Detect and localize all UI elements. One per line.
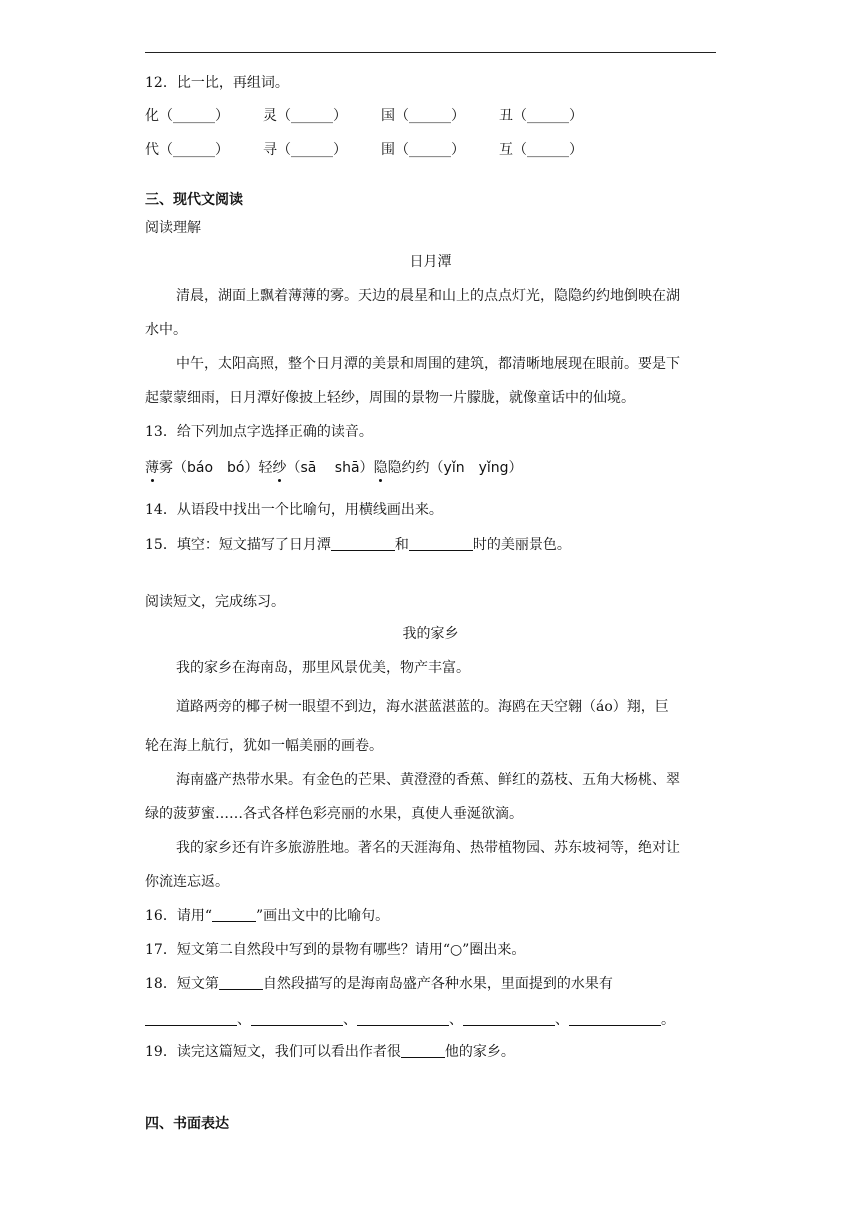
header-rule: [145, 52, 716, 53]
q15-text: 时的美丽景色。: [472, 537, 571, 553]
dotted-char: 隐: [373, 460, 388, 476]
q18-fruit-blanks: [145, 1010, 675, 1030]
q15: [145, 535, 571, 555]
q13-text: 雾（báo bó）: [159, 460, 259, 476]
q18-text: 自然段描写的是海南岛盛产各种水果，里面提到的水果有: [262, 976, 613, 992]
q12-item: 化（______）: [145, 108, 229, 124]
passage-1-text: 起蒙蒙细雨，日月潭好像披上轻纱，周围的景物一片朦胧，就像童话中的仙境。: [145, 390, 635, 406]
q18-text: 18．短文第: [145, 976, 219, 992]
separator: 、: [237, 1012, 251, 1028]
separator: 、: [449, 1012, 463, 1028]
passage-2-text: 我的家乡在海南岛，那里风景优美，物产丰富。: [176, 660, 470, 676]
section-3-title: 三、现代文阅读: [145, 192, 243, 208]
q13-text: （sā shā）: [286, 460, 374, 476]
q16: [145, 906, 389, 926]
underline-sample: [212, 907, 256, 922]
q13-text: 轻: [258, 460, 273, 476]
q12-item: 国（______）: [381, 108, 465, 124]
answer-blank[interactable]: [251, 1011, 343, 1026]
answer-blank[interactable]: [331, 536, 395, 551]
passage-2-text: 绿的菠萝蜜……各式各样色彩亮丽的水果，真使人垂涎欲滴。: [145, 806, 523, 822]
q12-item: 灵（______）: [263, 108, 347, 124]
section-4-title: 四、书面表达: [145, 1116, 229, 1132]
q18: [145, 974, 613, 994]
q19-text: 他的家乡。: [444, 1044, 515, 1060]
q12-item: 寻（______）: [263, 142, 347, 158]
passage-1-text: 中午，太阳高照，整个日月潭的美景和周围的建筑，都清晰地展现在眼前。要是下: [176, 356, 680, 372]
separator: 、: [343, 1012, 357, 1028]
q13-text: 隐约约（yǐn yǐng）: [387, 460, 523, 476]
q12-item: 互（______）: [499, 142, 583, 158]
q12-item: 围（______）: [381, 142, 465, 158]
passage-1-title: 日月潭: [409, 254, 452, 270]
passage-1-text: 水中。: [145, 322, 187, 338]
passage-1-text: 清晨，湖面上飘着薄薄的雾。天边的晨星和山上的点点灯光，隐隐约约地倒映在湖: [176, 288, 680, 304]
answer-blank[interactable]: [401, 1043, 445, 1058]
q12-row-1: [145, 106, 617, 126]
answer-blank[interactable]: [409, 536, 473, 551]
dotted-char: 纱: [272, 460, 287, 476]
q17: 17．短文第二自然段中写到的景物有哪些？请用“○”圈出来。: [145, 942, 526, 958]
answer-blank[interactable]: [219, 975, 263, 990]
q12-row-2: [145, 140, 617, 160]
passage-2-title: 我的家乡: [402, 626, 459, 642]
separator: 。: [661, 1012, 675, 1028]
q12-prompt: 12．比一比，再组词。: [145, 75, 289, 91]
q13-prompt: 13．给下列加点字选择正确的读音。: [145, 424, 373, 440]
separator: 、: [555, 1012, 569, 1028]
passage-2-intro: 阅读短文，完成练习。: [145, 594, 285, 610]
q12-item: 代（______）: [145, 142, 229, 158]
passage-2-text: 海南盛产热带水果。有金色的芒果、黄澄澄的香蕉、鲜红的荔枝、五角大杨桃、翠: [176, 772, 680, 788]
answer-blank[interactable]: [569, 1011, 661, 1026]
q13-options: [145, 458, 523, 478]
passage-2-text: 轮在海上航行，犹如一幅美丽的画卷。: [145, 738, 383, 754]
section-3-subtitle: 阅读理解: [145, 220, 201, 236]
q15-text: 和: [394, 537, 409, 553]
passage-2-text: 道路两旁的椰子树一眼望不到边，海水湛蓝湛蓝的。海鸥在天空翱（áo）翔，巨: [176, 699, 669, 715]
q16-text: ”画出文中的比喻句。: [255, 908, 390, 924]
q16-text: 16．请用“: [145, 908, 212, 924]
q14: 14．从语段中找出一个比喻句，用横线画出来。: [145, 502, 443, 518]
q12-item: 丑（______）: [499, 108, 583, 124]
answer-blank[interactable]: [463, 1011, 555, 1026]
dotted-char: 薄: [145, 460, 159, 476]
answer-blank[interactable]: [145, 1011, 237, 1026]
q19-text: 19．读完这篇短文，我们可以看出作者很: [145, 1044, 401, 1060]
passage-2-text: 你流连忘返。: [145, 874, 229, 890]
answer-blank[interactable]: [357, 1011, 449, 1026]
q19: [145, 1042, 515, 1062]
passage-2-text: 我的家乡还有许多旅游胜地。著名的天涯海角、热带植物园、苏东坡祠等，绝对让: [176, 840, 680, 856]
q15-text: 15．填空：短文描写了日月潭: [145, 537, 331, 553]
